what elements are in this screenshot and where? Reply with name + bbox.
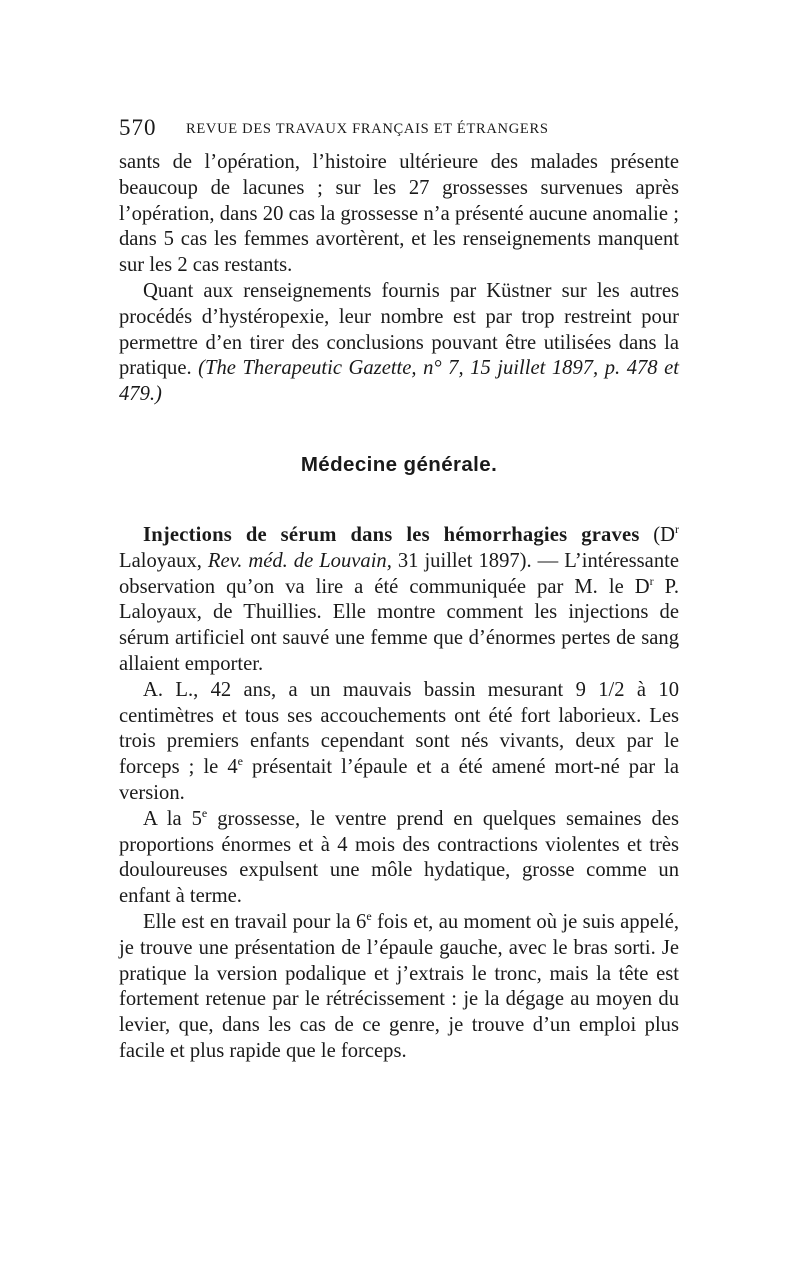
case-paragraph-3	[119, 910, 679, 1065]
article-intro	[119, 523, 679, 678]
paragraph-continuation: sants de l’opération, l’histoire ultérieure des malades présente beaucoup de lacunes ; sur les 27 grossesses survenues après l’opération, dans 20 cas la grossesse n’a présenté aucune anomalie ; dans 5 cas les femmes avortèrent, et les renseignements manquent sur les 2 cas restants.	[119, 151, 679, 277]
author-open: (D	[653, 523, 675, 546]
case-p3-text-b: fois et, au moment où je suis appelé, je trouve une présentation de l’épaule gauche, avec le bras sorti. Je pratique la version podalique et j’extrais le tronc, mais la tête est fortement retenue par le rétrécissement : je la dégage au moyen du levier, que, dans les cas de ce genre, je trouve d’un emploi plus facile et plus rapide que le forceps.	[119, 910, 679, 1062]
case-p1-text-a: A. L., 42 ans, a un mauvais bassin mesurant 9 1/2 à 10 centimètres et tous ses accouchements ont été fort laborieux. Les trois premiers enfants cependant sont nés vivants, deux par le forceps ; le 4	[119, 678, 679, 779]
section-heading: Médecine générale.	[300, 452, 498, 476]
article-text-2: P. Laloyaux, de Thuillies. Elle montre comment les injections de sérum artificiel ont sauvé une femme que d’énormes pertes de sang allaient emporter.	[119, 575, 679, 675]
article-title: Injections de sérum dans les hémorrhagies graves	[143, 523, 640, 546]
case-p2-text-a: A la 5	[143, 807, 202, 830]
document-page	[119, 110, 679, 1065]
article-text: 31 juillet 1897). — L’intéressante observation qu’on va lire a été communiquée par M. le D	[119, 549, 679, 598]
case-p3-text-a: Elle est en travail pour la 6	[143, 910, 367, 933]
doctor-sup: r	[649, 573, 654, 588]
citation-therapeutic-gazette: (The Therapeutic Gazette, n° 7, 15 juillet 1897, p. 478 et 479.)	[119, 357, 679, 406]
paragraph-kustner	[119, 279, 679, 408]
case-p3-sup: e	[366, 909, 372, 924]
case-paragraph-2	[119, 807, 679, 910]
case-p1-sup: e	[237, 754, 243, 769]
case-paragraph-1	[119, 678, 679, 807]
paragraph-kustner-text: Quant aux renseignements fournis par Küstner sur les autres procédés d’hystéropexie, leur nombre est par trop restreint pour permettre d’en tirer des conclusions pouvant être utilisées dans la pratique.	[119, 279, 679, 380]
journal-name: Rev. méd. de Louvain,	[207, 549, 392, 572]
author-sup: r	[675, 522, 679, 537]
page-number: 570	[119, 115, 157, 140]
author-name: Laloyaux,	[119, 549, 208, 572]
running-title: REVUE DES TRAVAUX FRANÇAIS ET ÉTRANGERS	[186, 121, 549, 137]
case-p1-text-b: présentait l’épaule et a été amené mort-né par la version.	[119, 756, 679, 804]
running-head	[119, 110, 679, 150]
case-p2-text-b: grossesse, le ventre prend en quelques semaines des proportions énormes et à 4 mois des contractions violentes et très douloureuses expulsent une môle hydatique, grosse comme un enfant à terme.	[119, 807, 679, 908]
case-p2-sup: e	[201, 805, 208, 820]
